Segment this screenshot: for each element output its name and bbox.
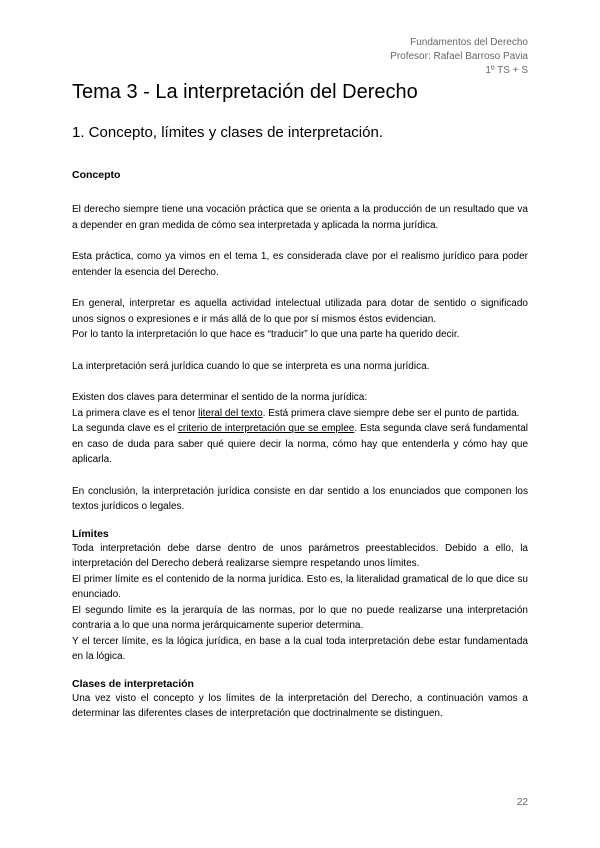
- paragraph: La primera clave es el tenor literal del texto. Está primera clave siempre debe ser el punto de partida.: [72, 407, 520, 419]
- page-header: [390, 36, 528, 78]
- paragraph: En general, interpretar es aquella actividad intelectual utilizada para dotar de sentido o significado unos signos o expresiones e ir más allá de lo que por sí mismos éstos evidencian.: [72, 298, 528, 325]
- paragraph: Toda interpretación debe darse dentro de unos parámetros preestablecidos. Debido a ello, la interpretación del Derecho deberá realizarse siempre respetando unos límites.: [72, 542, 528, 569]
- document-body: [72, 168, 528, 722]
- paragraph: Existen dos claves para determinar el sentido de la norma jurídica:: [72, 392, 368, 403]
- clases-heading: Clases de interpretación: [72, 677, 194, 690]
- concepto-heading: Concepto: [72, 169, 121, 181]
- paragraph: En conclusión, la interpretación jurídica consiste en dar sentido a los enunciados que componen los textos jurídicos o legales.: [72, 485, 528, 512]
- group-label: 1º TS + S: [485, 65, 528, 76]
- paragraph: El derecho siempre tiene una vocación práctica que se orienta a la producción de un resultado que va a depender en gran medida de cómo sea interpretada y aplicada la norma jurídica.: [72, 204, 528, 231]
- paragraph: La interpretación será jurídica cuando lo que se interpreta es una norma jurídica.: [72, 360, 430, 372]
- paragraph: La segunda clave es el criterio de interpretación que se emplee. Esta segunda clave será fundamental en caso de duda para saber qué quiere decir la norma, cómo hay que entenderla y cómo hay que aplicarla.: [72, 423, 529, 465]
- page-title: Tema 3 - La interpretación del Derecho: [72, 81, 418, 103]
- paragraph: Esta práctica, como ya vimos en el tema 1, es considerada clave por el realismo jurídico para poder entender la esencia del Derecho.: [72, 251, 528, 278]
- limites-heading: Límites: [72, 527, 109, 540]
- paragraph: El segundo límite es la jerarquía de las normas, por lo que no puede realizarse una interpretación contraria a lo que una norma jerárquicamente superior determina.: [72, 604, 528, 631]
- paragraph: Por lo tanto la interpretación lo que hace es “traducir” lo que una parte ha querido decir.: [72, 329, 460, 340]
- underlined-term: criterio de interpretación que se emplee: [177, 423, 355, 434]
- section-title: 1. Concepto, límites y clases de interpretación.: [72, 124, 383, 141]
- underlined-term: literal del texto: [198, 407, 263, 419]
- course-name: Fundamentos del Derecho: [410, 37, 528, 48]
- paragraph: El primer límite es el contenido de la norma jurídica. Esto es, la literalidad gramatical de lo que dice su enunciado.: [72, 573, 528, 600]
- page-number: 22: [516, 797, 528, 808]
- paragraph: Y el tercer límite, es la lógica jurídica, en base a la cual toda interpretación debe estar fundamentada en la lógica.: [72, 635, 528, 662]
- paragraph: Una vez visto el concepto y los límites de la interpretación del Derecho, a continuación vamos a determinar las diferentes clases de interpretación que doctrinalmente se distinguen.: [72, 692, 528, 719]
- professor-name: Profesor: Rafael Barroso Pavia: [390, 51, 528, 62]
